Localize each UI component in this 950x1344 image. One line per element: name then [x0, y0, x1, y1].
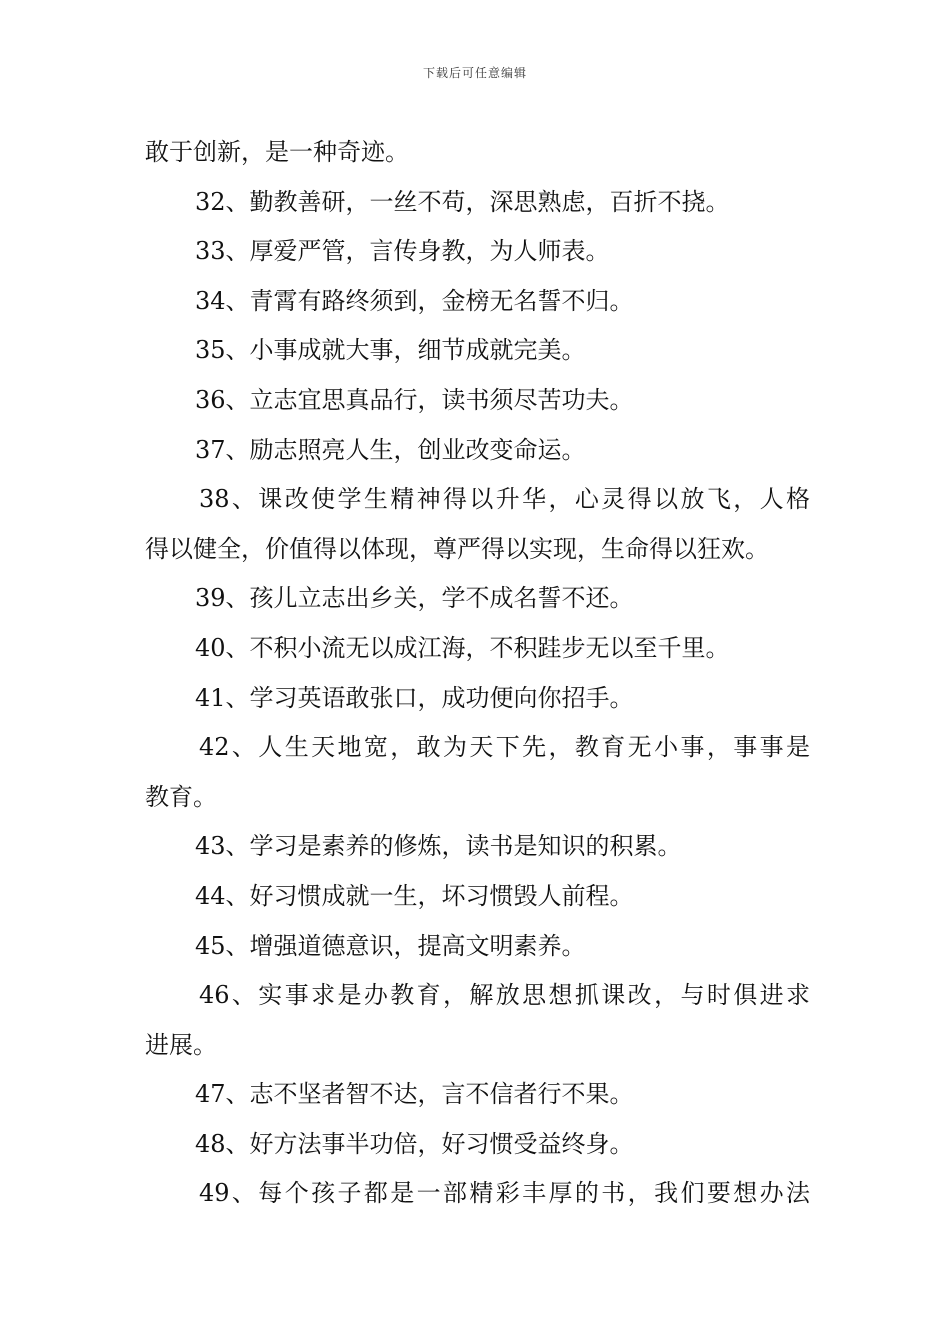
document-body: [145, 128, 810, 1219]
text-line: 得以健全，价值得以体现，尊严得以实现，生命得以狂欢。: [145, 534, 769, 563]
text-line: 36、立志宜思真品行，读书须尽苦功夫。: [195, 385, 634, 414]
text-line: 39、孩儿立志出乡关，学不成名誓不还。: [195, 584, 634, 613]
text-line: 33、厚爱严管，言传身教，为人师表。: [195, 237, 610, 266]
text-line: 49、每个孩子都是一部精彩丰厚的书，我们要想办法: [199, 1179, 810, 1208]
text-line: 41、学习英语敢张口，成功便向你招手。: [195, 683, 634, 712]
text-line: 47、志不坚者智不达，言不信者行不果。: [195, 1080, 634, 1109]
text-line: 43、学习是素养的修炼，读书是知识的积累。: [195, 832, 682, 861]
text-line: 37、励志照亮人生，创业改变命运。: [195, 435, 586, 464]
text-line: 教育。: [145, 782, 217, 811]
text-line: 进展。: [145, 1030, 217, 1059]
text-line: 40、不积小流无以成江海，不积跬步无以至千里。: [195, 633, 730, 662]
text-line: 46、实事求是办教育，解放思想抓课改，与时俱进求: [199, 981, 810, 1010]
page-header: 下载后可任意编辑: [422, 66, 527, 80]
text-line: 敢于创新，是一种奇迹。: [145, 138, 409, 166]
text-line: 42、人生天地宽，敢为天下先，教育无小事，事事是: [199, 733, 810, 762]
text-line: 48、好方法事半功倍，好习惯受益终身。: [195, 1129, 634, 1158]
text-line: 32、勤教善研，一丝不苟，深思熟虑，百折不挠。: [195, 187, 730, 216]
text-line: 45、增强道德意识，提高文明素养。: [195, 931, 586, 960]
text-line: 35、小事成就大事，细节成就完美。: [195, 336, 586, 365]
text-line: 44、好习惯成就一生，坏习惯毁人前程。: [195, 881, 634, 910]
text-line: 38、课改使学生精神得以升华，心灵得以放飞，人格: [199, 485, 810, 514]
text-line: 34、青霄有路终须到，金榜无名誓不归。: [195, 286, 634, 315]
